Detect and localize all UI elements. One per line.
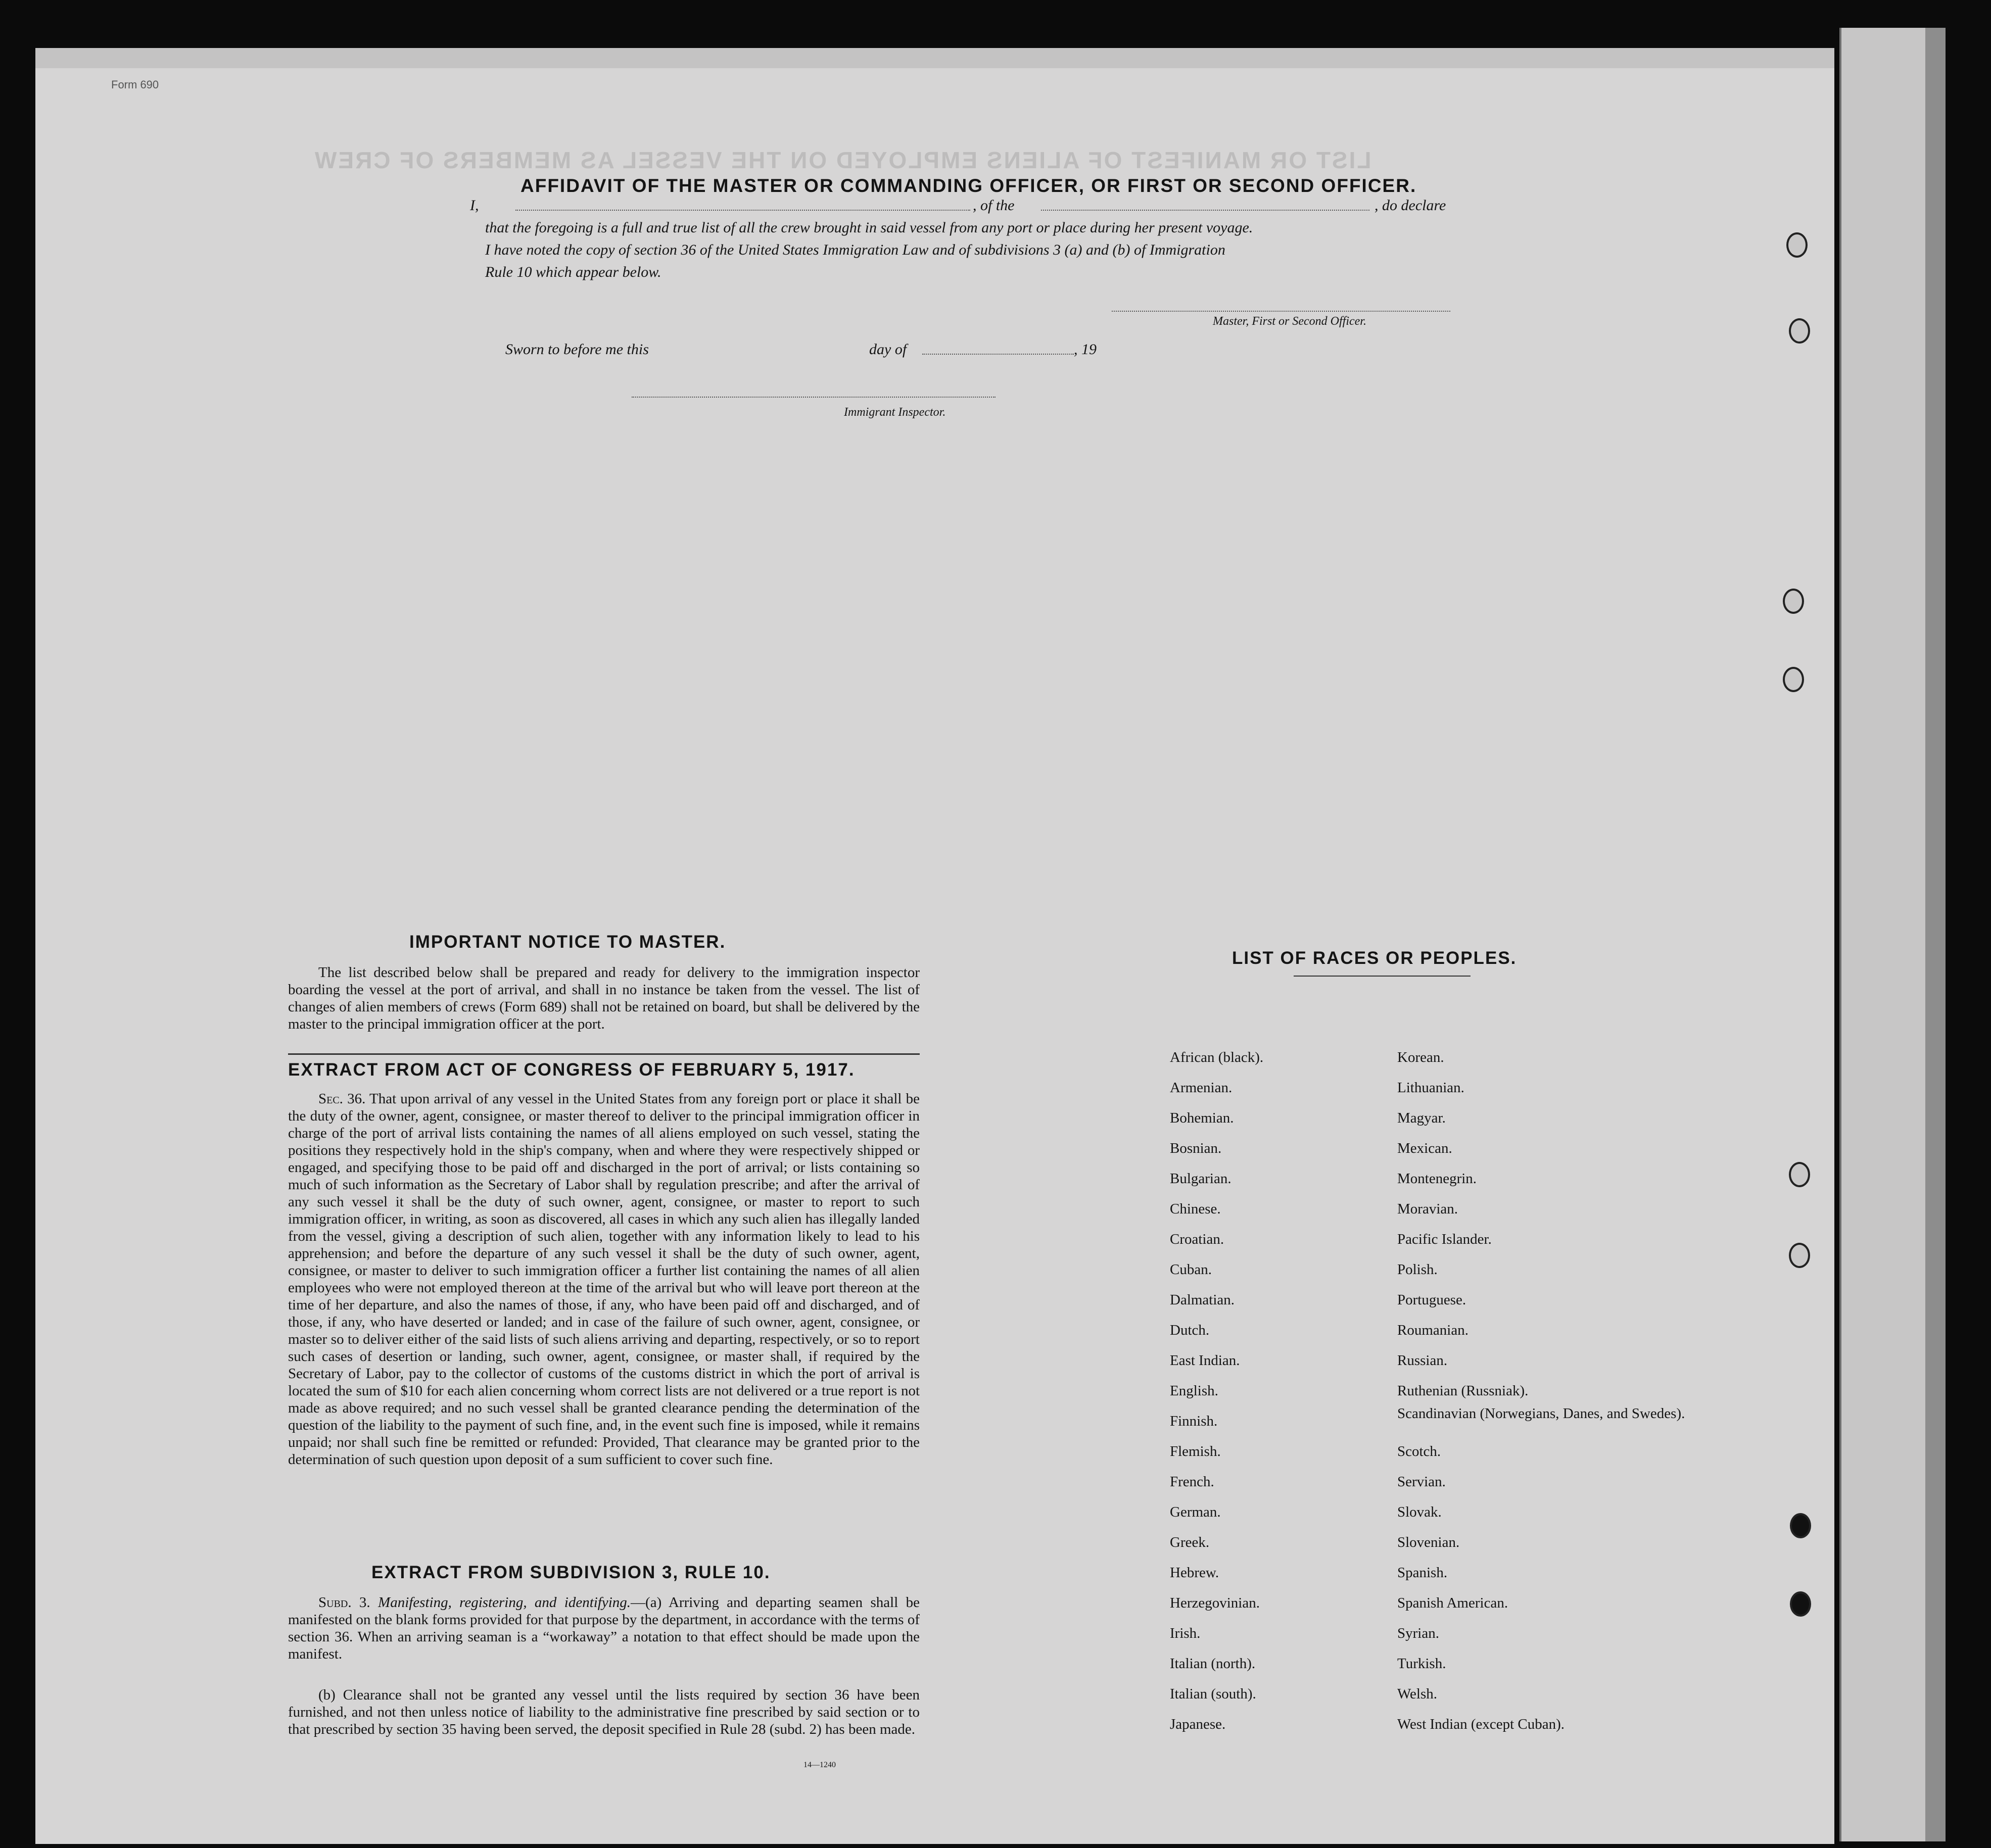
- affidavit-title: AFFIDAVIT OF THE MASTER OR COMMANDING OFFICER, OR FIRST OR SECOND OFFICER.: [520, 175, 1417, 196]
- vessel-line: [1041, 210, 1369, 211]
- race-item: Flemish.: [1170, 1443, 1221, 1460]
- rule-para-a-text: —(a) Arriving and departing seamen shall be manifested on the blank forms provided for that purpose by the department, in accordance with the terms of section 36. When an arriving seaman is a “workaway” a notation to that effect should be made upon the manifest.: [288, 1594, 920, 1662]
- race-item: Pacific Islander.: [1397, 1231, 1492, 1247]
- race-item: Bosnian.: [1170, 1140, 1222, 1156]
- race-item: Turkish.: [1397, 1656, 1446, 1672]
- races-title: LIST OF RACES OR PEOPLES.: [1232, 948, 1517, 968]
- extract-rule-title: EXTRACT FROM SUBDIVISION 3, RULE 10.: [371, 1563, 771, 1582]
- race-item: Slovak.: [1397, 1504, 1442, 1520]
- subd-heading: Manifesting, registering, and identifying.: [378, 1594, 631, 1611]
- race-item: African (black).: [1170, 1049, 1264, 1065]
- race-item: German.: [1170, 1504, 1221, 1520]
- sworn-label: Sworn to before me this: [505, 341, 649, 358]
- race-item: Servian.: [1397, 1474, 1446, 1490]
- notice-title: IMPORTANT NOTICE TO MASTER.: [409, 932, 726, 952]
- section-divider: [288, 1053, 920, 1055]
- extract-act-body: [288, 1090, 920, 1468]
- date-line: [922, 354, 1074, 355]
- subd-label: Subd. 3.: [318, 1594, 370, 1611]
- race-item: Polish.: [1397, 1261, 1438, 1278]
- race-item: Welsh.: [1397, 1686, 1438, 1702]
- rule-para-b: (b) Clearance shall not be granted any vessel until the lists required by section 36 have been furnished, and not then unless notice of liability to the administrative fine prescribed by said section or to that prescribed by section 35 having been served, the deposit specified in Rule 28 (subd. 2) has been made.: [288, 1687, 920, 1737]
- race-item: Bulgarian.: [1170, 1171, 1231, 1187]
- race-item: Dalmatian.: [1170, 1292, 1235, 1308]
- race-item: Spanish American.: [1397, 1595, 1508, 1611]
- year-label: , 19: [1074, 341, 1097, 358]
- affidavit-line3: I have noted the copy of section 36 of the United States Immigration Law and of subdivisions 3 (a) and (b) of Immigration: [485, 241, 1225, 258]
- race-item: Armenian.: [1170, 1080, 1232, 1096]
- race-item: Lithuanian.: [1397, 1080, 1464, 1096]
- races-right-column: [1397, 1042, 1685, 1739]
- race-item: English.: [1170, 1383, 1218, 1399]
- section-label: Sec. 36.: [318, 1091, 366, 1107]
- race-item: East Indian.: [1170, 1352, 1240, 1369]
- binding-edge: [1925, 28, 1946, 1841]
- inspector-caption: Immigrant Inspector.: [844, 406, 946, 419]
- races-title-rule: [1294, 976, 1471, 977]
- binding-hole: [1789, 1162, 1810, 1187]
- race-item: West Indian (except Cuban).: [1397, 1716, 1565, 1732]
- binding-hole: [1790, 1513, 1811, 1538]
- race-item: Italian (north).: [1170, 1656, 1256, 1672]
- affidavit-line4: Rule 10 which appear below.: [485, 264, 661, 280]
- notice-text: The list described below shall be prepared and ready for delivery to the immigration inspector boarding the vessel at the port of arrival, and shall in no instance be taken from the vessel. The list of changes of alien members of crews (Form 689) shall not be retained on board, but shall be delivered by the master to the principal immigration officer at the port.: [288, 964, 920, 1032]
- extract-act-title: EXTRACT FROM ACT OF CONGRESS OF FEBRUARY 5, 1917.: [288, 1060, 855, 1080]
- rule-para-a: [288, 1594, 920, 1663]
- race-item: Russian.: [1397, 1352, 1448, 1369]
- day-of-label: day of: [869, 341, 907, 358]
- race-item: Magyar.: [1397, 1110, 1446, 1126]
- binding-hole: [1790, 1591, 1811, 1617]
- race-item: Montenegrin.: [1397, 1171, 1477, 1187]
- print-code: 14—1240: [803, 1761, 836, 1769]
- race-item: Scotch.: [1397, 1443, 1441, 1460]
- race-item: French.: [1170, 1474, 1214, 1490]
- binding-hole: [1783, 667, 1804, 692]
- race-item: Ruthenian (Russniak).: [1397, 1383, 1529, 1399]
- adjacent-page-edge: [1839, 28, 1927, 1841]
- race-item: Japanese.: [1170, 1716, 1226, 1732]
- race-item: Irish.: [1170, 1625, 1201, 1641]
- race-item: Roumanian.: [1397, 1322, 1468, 1338]
- document-page: [35, 48, 1834, 1844]
- race-item: Bohemian.: [1170, 1110, 1234, 1126]
- race-item: Scandinavian (Norwegians, Danes, and Swedes).: [1397, 1405, 1685, 1422]
- of-the-label: , of the: [973, 197, 1015, 214]
- race-item: Syrian.: [1397, 1625, 1439, 1641]
- race-item: Croatian.: [1170, 1231, 1224, 1247]
- binding-hole: [1789, 1243, 1810, 1268]
- officer-signature-line: [1112, 311, 1450, 312]
- race-item: Korean.: [1397, 1049, 1444, 1065]
- race-item: Chinese.: [1170, 1201, 1221, 1217]
- show-through-heading: LIST OR MANIFEST OF ALIENS EMPLOYED ON THE VESSEL AS MEMBERS OF CREW: [313, 147, 1371, 173]
- race-item: Greek.: [1170, 1534, 1210, 1550]
- binding-hole: [1783, 589, 1804, 614]
- races-left-column: [1170, 1042, 1263, 1739]
- declare-label: , do declare: [1374, 197, 1446, 214]
- race-item: Mexican.: [1397, 1140, 1452, 1156]
- race-item: Finnish.: [1170, 1413, 1218, 1429]
- race-item: Italian (south).: [1170, 1686, 1256, 1702]
- race-item: Spanish.: [1397, 1565, 1448, 1581]
- inspector-signature-line: [632, 397, 996, 398]
- affidavit-line1: [470, 194, 479, 217]
- binding-hole: [1789, 318, 1810, 344]
- race-item: Hebrew.: [1170, 1565, 1219, 1581]
- section-text: That upon arrival of any vessel in the United States from any foreign port or place it shall be the duty of the owner, agent, consignee, or master thereof to deliver to the principal immigration officer in charge of the port of arrival lists containing the names of all aliens employed on such vessel, stating the positions they respectively hold in the ship's company, when and where they were respectively shipped or engaged, and specifying those to be paid off and discharged in the port of arrival; or lists containing so much of such information as the Secretary of Labor shall by regulation prescribe; and after the arrival of any such vessel it shall be the duty of such owner, agent, consignee, or master to report to such immigration officer, in writing, as soon as discovered, all cases in which any such alien has illegally landed from the vessel, giving a description of such alien, together with any information likely to lead to his apprehension; and before the departure of any such vessel it shall be the duty of such owner, agent, consignee, or master to deliver to such immigration officer a further list containing the names of all alien employees who were not employed thereon at the time of the arrival but who will leave port thereon at the time of her departure, and also the names of those, if any, who have been paid off and discharged, and of those, if any, who have deserted or landed; and in case of the failure of such owner, agent, consignee, or master so to deliver either of the said lists of such aliens arriving and departing, respectively, or so to report such cases of desertion or landing, such owner, agent, consignee, or master shall, if required by the Secretary of Labor, pay to the collector of customs of the customs district in which the port of arrival is located the sum of $10 for each alien concerning whom correct lists are not delivered or a true report is not made as above required; and no such vessel shall be granted clearance pending the determination of the question of the liability to the payment of such fine, and, in the event such fine is imposed, while it remains unpaid; nor shall such fine be remitted or refunded: Provided, That clearance may be granted prior to the determination of such question upon deposit of a sum sufficient to cover such fine.: [288, 1091, 920, 1468]
- race-item: Herzegovinian.: [1170, 1595, 1260, 1611]
- binding-hole: [1786, 232, 1808, 258]
- race-item: Slovenian.: [1397, 1534, 1460, 1550]
- name-line: [515, 210, 970, 211]
- form-number: Form 690: [111, 78, 159, 91]
- race-item: Portuguese.: [1397, 1292, 1466, 1308]
- race-item: Moravian.: [1397, 1201, 1458, 1217]
- race-item: Dutch.: [1170, 1322, 1210, 1338]
- officer-caption: Master, First or Second Officer.: [1213, 315, 1366, 328]
- affidavit-line2: that the foregoing is a full and true list of all the crew brought in said vessel from any port or place during her present voyage.: [485, 219, 1253, 236]
- race-item: Cuban.: [1170, 1261, 1212, 1278]
- i-label: I,: [470, 197, 479, 214]
- page-top-band: [35, 48, 1834, 68]
